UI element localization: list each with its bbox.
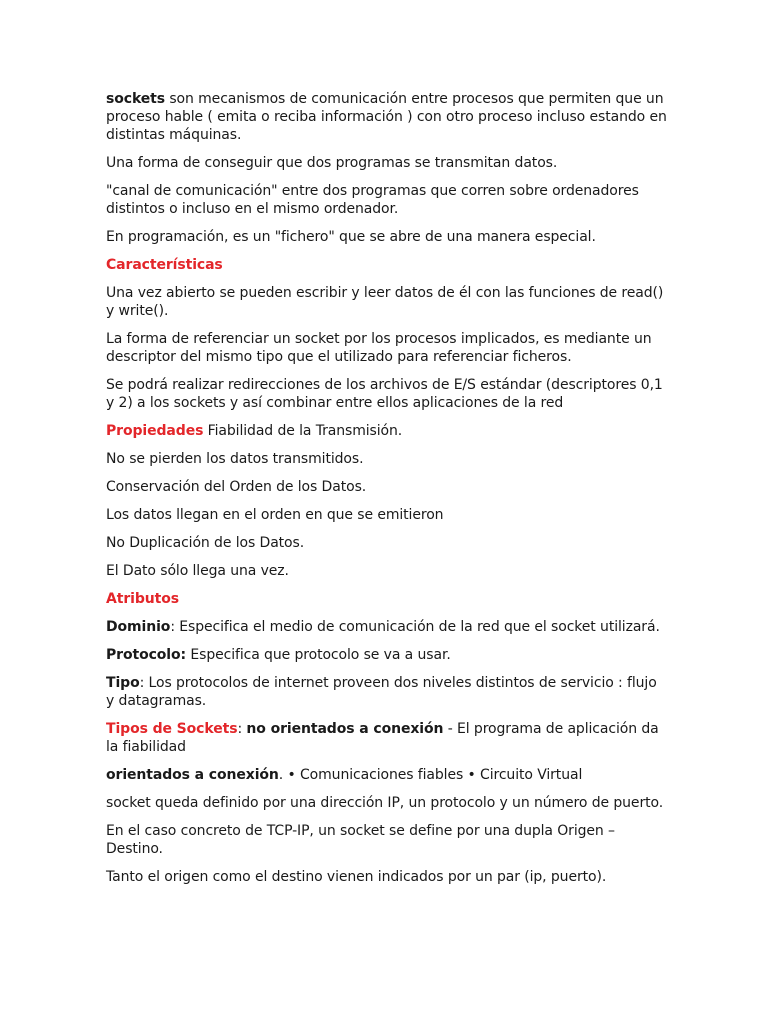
paragraph-order-detail: Los datos llegan en el orden en que se emitieron (106, 507, 444, 523)
paragraph-orientados (106, 766, 668, 784)
paragraph-sockets-definition (106, 90, 668, 144)
heading-propiedades: Propiedades (106, 423, 204, 439)
paragraph-protocolo (106, 646, 668, 664)
text-sockets-definition: son mecanismos de comunicación entre procesos que permiten que un proceso hable ( emita o reciba información ) con otro proceso incluso estando en distintas máquinas. (106, 91, 667, 143)
term-no-orientados: no orientados a conexión (246, 721, 444, 737)
text-no-orientados: - El programa de aplicación da la fiabilidad (106, 721, 659, 755)
paragraph-read-write: Una vez abierto se pueden escribir y leer datos de él con las funciones de read() y write(). (106, 285, 664, 319)
term-orientados: orientados a conexión (106, 767, 279, 783)
paragraph-channel: "canal de comunicación" entre dos programas que corren sobre ordenadores distintos o incluso en el mismo ordenador. (106, 183, 639, 217)
term-sockets: sockets (106, 91, 166, 107)
paragraph-tcp-ip: En el caso concreto de TCP-IP, un socket se define por una dupla Origen – Destino. (106, 823, 615, 857)
paragraph-no-loss: No se pierden los datos transmitidos. (106, 451, 364, 467)
text-fiabilidad: Fiabilidad de la Transmisión. (203, 423, 403, 439)
paragraph-socket-defined: socket queda definido por una dirección IP, un protocolo y un número de puerto. (106, 795, 664, 811)
paragraph-descriptor: La forma de referenciar un socket por los procesos implicados, es mediante un descriptor del mismo tipo que el utilizado para referenciar ficheros. (106, 331, 652, 365)
label-tipo: Tipo (106, 675, 140, 691)
heading-atributos: Atributos (106, 591, 179, 607)
text-dominio: : Especifica el medio de comunicación de la red que el socket utilizará. (170, 619, 660, 635)
paragraph-propiedades (106, 422, 668, 440)
paragraph-programming-file: En programación, es un "fichero" que se abre de una manera especial. (106, 229, 596, 245)
heading-tipos-sockets: Tipos de Sockets (106, 721, 238, 737)
text-protocolo: Especifica que protocolo se va a usar. (186, 647, 451, 663)
paragraph-ip-port: Tanto el origen como el destino vienen indicados por un par (ip, puerto). (106, 869, 607, 885)
text-tipos-colon: : (237, 721, 247, 737)
paragraph-tipo (106, 674, 668, 710)
heading-caracteristicas: Características (106, 257, 223, 273)
text-tipo: : Los protocolos de internet proveen dos niveles distintos de servicio : flujo y datagramas. (106, 675, 657, 709)
paragraph-transmit-data: Una forma de conseguir que dos programas se transmitan datos. (106, 155, 558, 171)
paragraph-redirection: Se podrá realizar redirecciones de los archivos de E/S estándar (descriptores 0,1 y 2) a los sockets y así combinar entre ellos aplicaciones de la red (106, 377, 663, 411)
paragraph-dominio (106, 618, 668, 636)
label-dominio: Dominio (106, 619, 171, 635)
paragraph-tipos-sockets (106, 720, 668, 756)
text-orientados: . • Comunicaciones fiables • Circuito Virtual (278, 767, 583, 783)
label-protocolo: Protocolo: (106, 647, 187, 663)
paragraph-order: Conservación del Orden de los Datos. (106, 479, 367, 495)
paragraph-once: El Dato sólo llega una vez. (106, 563, 289, 579)
paragraph-no-duplication: No Duplicación de los Datos. (106, 535, 305, 551)
